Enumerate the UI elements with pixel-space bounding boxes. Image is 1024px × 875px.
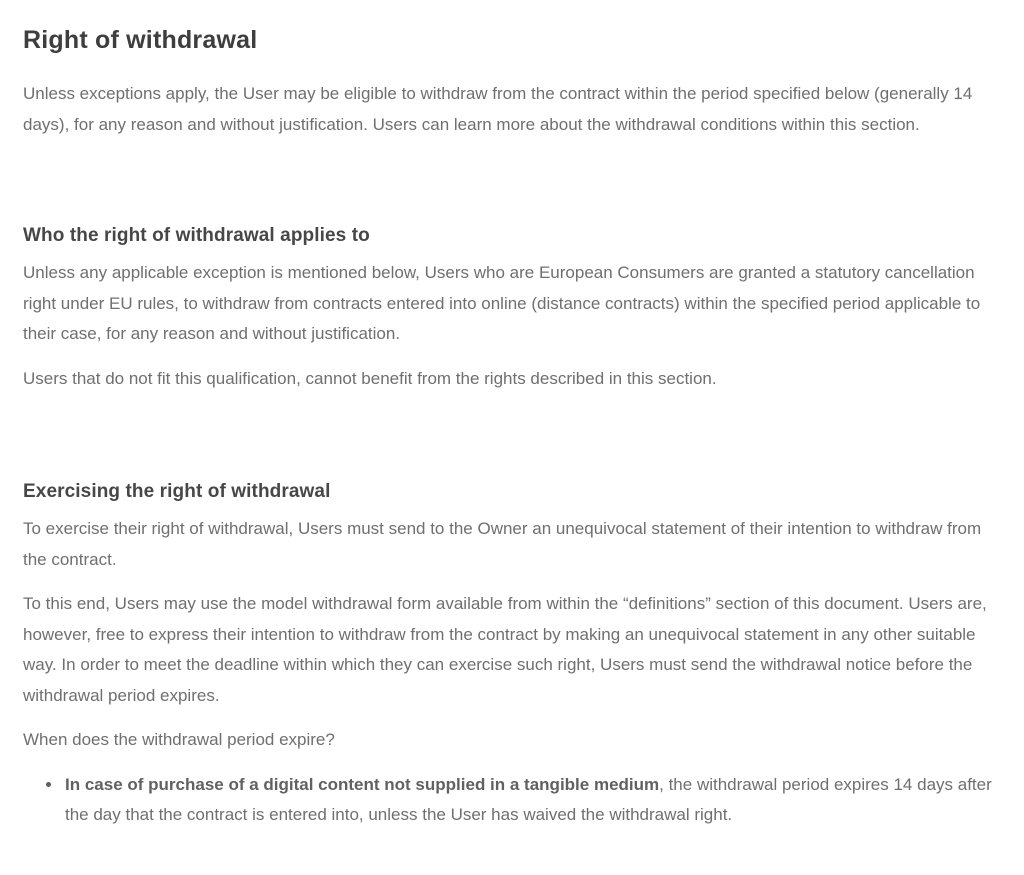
list-item-body-text: , the withdrawal period expires 14 days after the day that the contract is entered into, unless the User has waived the withdrawal right. bbox=[65, 774, 992, 824]
withdrawal-period-question: When does the withdrawal period expire? bbox=[23, 730, 335, 749]
page-title: Right of withdrawal bbox=[23, 26, 258, 54]
list-item-bold-lead: In case of purchase of a digital content not supplied in a tangible medium bbox=[65, 774, 660, 794]
list-item-digital-content bbox=[63, 770, 1000, 831]
section-heading-exercising: Exercising the right of withdrawal bbox=[23, 481, 331, 502]
withdrawal-period-list bbox=[23, 770, 1000, 831]
section-spacer bbox=[23, 408, 1000, 438]
intro-paragraph: Unless exceptions apply, the User may be eligible to withdraw from the contract within the period specified below (generally 14 days), for any reason and without justification. Users can learn more about the withdrawal conditions within this section. bbox=[23, 84, 973, 134]
section-heading-who-applies: Who the right of withdrawal applies to bbox=[23, 225, 370, 246]
exercising-paragraph-1: To exercise their right of withdrawal, Users must send to the Owner an unequivocal statement of their intention to withdraw from the contract. bbox=[23, 519, 982, 569]
exercising-paragraph-2: To this end, Users may use the model withdrawal form available from within the “definitions” section of this document. Users are, however, free to express their intention to withdraw from the contract by making an unequivocal statement in any other suitable way. In order to meet the deadline within which they can exercise such right, Users must send the withdrawal notice before the withdrawal period expires. bbox=[23, 594, 987, 705]
who-applies-paragraph-2: Users that do not fit this qualification, cannot benefit from the rights described in this section. bbox=[23, 368, 717, 388]
section-exercising bbox=[23, 480, 1000, 831]
section-spacer bbox=[23, 154, 1000, 182]
section-who-applies bbox=[23, 224, 1000, 394]
who-applies-paragraph-1: Unless any applicable exception is mentioned below, Users who are European Consumers are granted a statutory cancellation right under EU rules, to withdraw from contracts entered into online (distance contracts) within the specified period applicable to their case, for any reason and without justification. bbox=[23, 263, 981, 343]
